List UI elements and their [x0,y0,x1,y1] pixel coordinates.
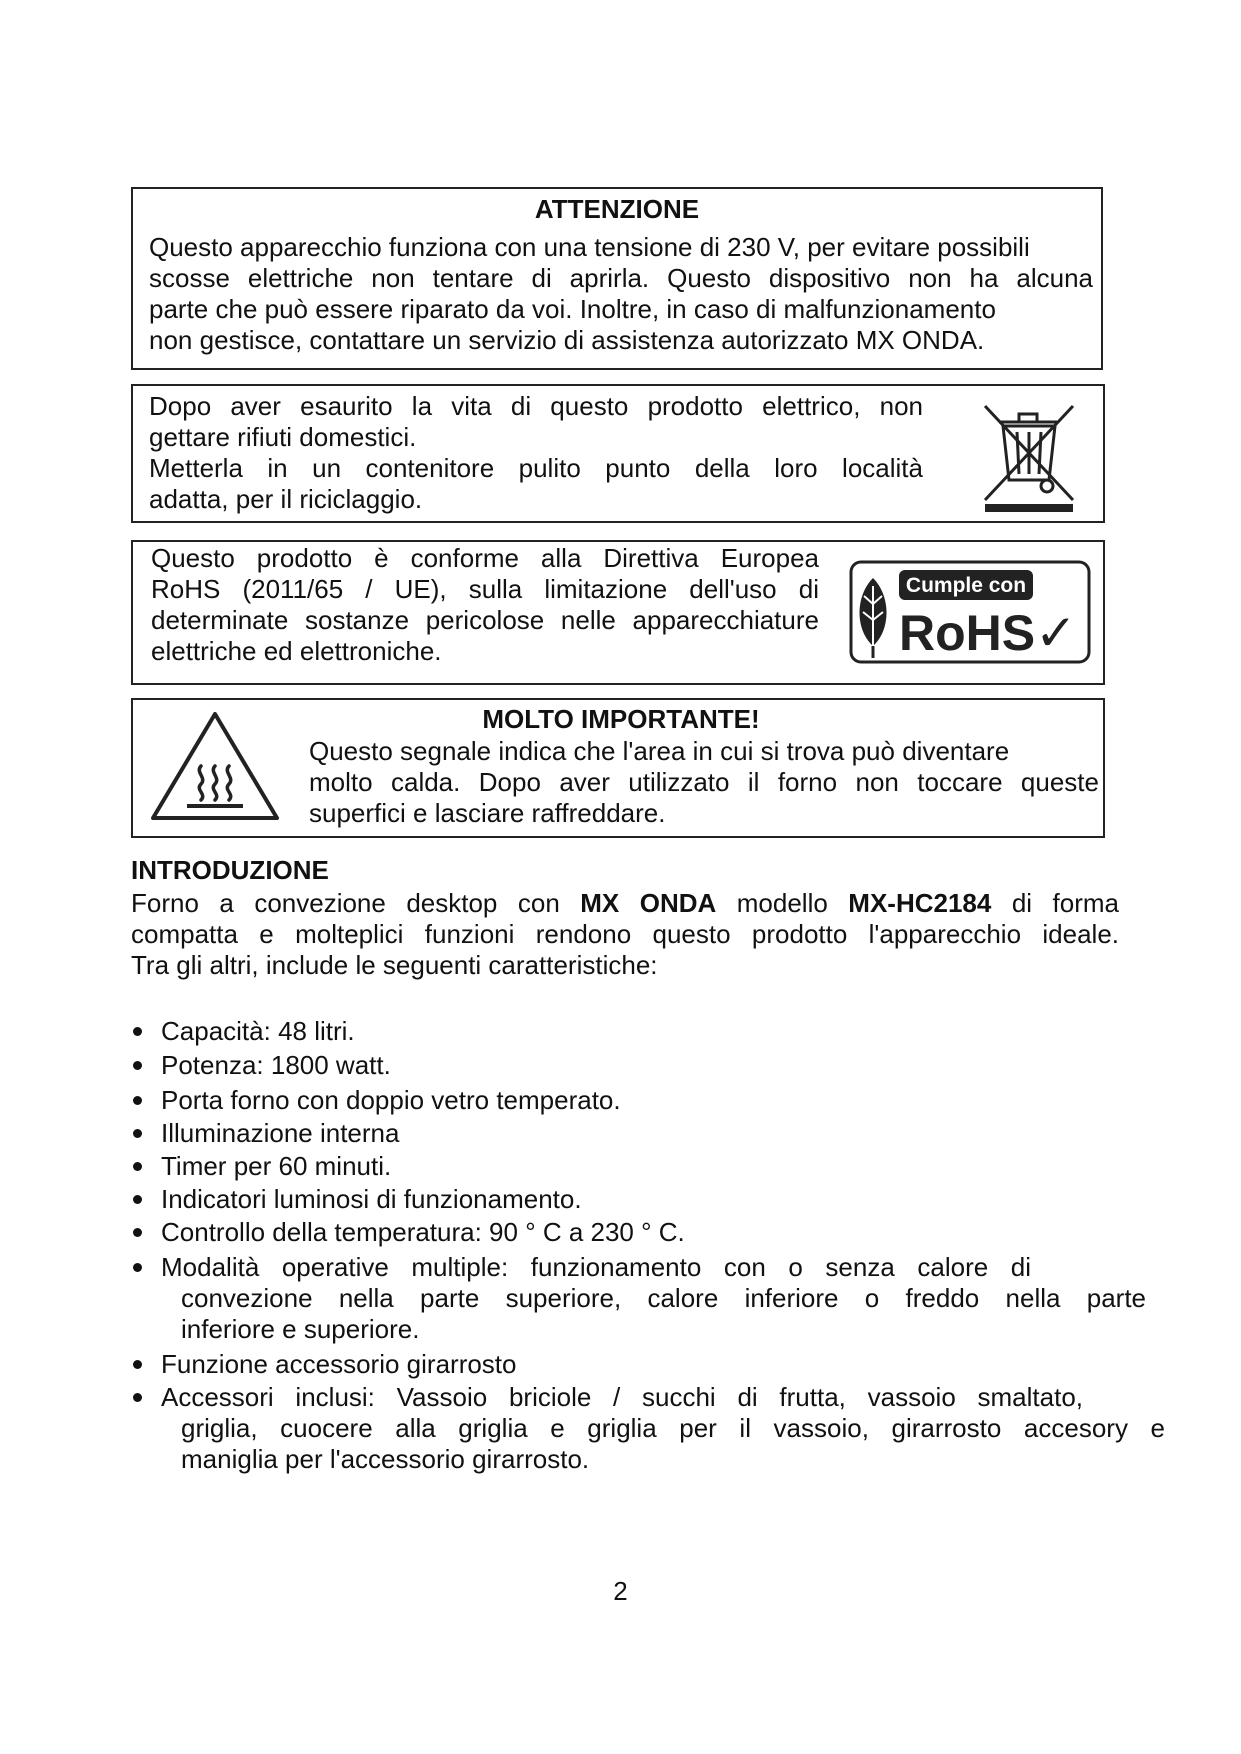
intro-text-c: di forma [991,888,1119,918]
warning-box [131,187,1103,370]
rohs-logo-top-text: Cumple con [905,574,1027,597]
rohs-line: Questo prodotto è conforme alla Direttiva Europea [151,543,819,573]
rohs-line: determinate sostanze pericolose nelle apparecchiature [151,605,819,635]
bullet-icon [133,1129,142,1138]
warning-line: parte che può essere riparato da voi. Inoltre, in caso di malfunzionamento [149,294,996,324]
bullet-icon [133,1162,142,1171]
list-item: Timer per 60 minuti. [131,1151,1131,1182]
intro-line: Tra gli altri, include le seguenti caratteristiche: [131,950,658,980]
disposal-text [149,391,923,515]
disposal-line: gettare rifiuti domestici. [149,422,417,452]
model-name: MX-HC2184 [848,888,992,918]
list-item: Illuminazione interna [131,1118,1131,1149]
intro-text [131,888,1119,981]
check-icon: ✓ [1035,604,1077,662]
list-item: Indicatori luminosi di funzionamento. [131,1184,1131,1215]
bullet-icon [133,1228,142,1237]
rohs-logo [849,560,1091,664]
bullet-icon [133,1027,142,1036]
list-item: Modalità operative multiple: funzionamento con o senza calore di convezione nella parte superiore, calore inferiore o freddo nella parte inferiore e superiore. [131,1252,1146,1345]
important-text [309,736,1099,829]
list-item: Funzione accessorio girarrosto [131,1349,1131,1380]
rohs-box [131,540,1105,685]
important-line: superfici e lasciare raffreddare. [309,798,666,828]
features-list [131,1016,1165,1475]
rohs-line: RoHS (2011/65 / UE), sulla limitazione dell'uso di [151,574,819,604]
rohs-text [151,543,819,667]
warning-line: scosse elettriche non tentare di aprirla. Questo dispositivo non ha alcuna [149,263,1093,293]
disposal-line: Metterla in un contenitore pulito punto della loro località [149,453,923,483]
list-item: Capacità: 48 litri. [131,1016,1131,1047]
intro-text-a: Forno a convezione desktop con [131,888,581,918]
warning-text [149,232,1093,356]
important-line: Questo segnale indica che l'area in cui si trova può diventare [309,736,1010,766]
bullet-icon [133,1360,142,1369]
important-line: molto calda. Dopo aver utilizzato il forno non toccare queste [309,767,1099,797]
list-item: Accessori inclusi: Vassoio briciole / succhi di frutta, vassoio smaltato, griglia, cuocere alla griglia e griglia per il vassoio, girarrosto accesory e maniglia per l'accessorio girarrosto. [131,1382,1165,1475]
important-title: MOLTO IMPORTANTE! [482,704,760,734]
warning-line: Questo apparecchio funziona con una tensione di 230 V, per evitare possibili [149,232,1030,262]
list-item: Controllo della temperatura: 90 ° C a 230 ° C. [131,1217,1131,1248]
intro-line [131,888,1119,919]
page-number: 2 [613,1576,628,1606]
hot-surface-warning-icon [147,706,283,828]
rohs-line: elettriche ed elettroniche. [151,636,442,666]
weee-crossed-bin-icon [971,400,1087,512]
list-item: Porta forno con doppio vetro temperato. [131,1085,1131,1116]
bullet-icon [133,1393,142,1402]
disposal-box [131,384,1105,523]
bullet-icon [133,1195,142,1204]
bullet-icon [133,1061,142,1070]
rohs-logo-main-text: RoHS [899,605,1036,661]
disposal-line: Dopo aver esaurito la vita di questo prodotto elettrico, non [149,391,923,421]
intro-text-b: modello [716,888,849,918]
brand-name: MX ONDA [580,888,717,918]
warning-title: ATTENZIONE [534,194,700,224]
important-box [131,698,1105,838]
bullet-icon [133,1263,142,1272]
warning-line: non gestisce, contattare un servizio di assistenza autorizzato MX ONDA. [149,325,985,355]
disposal-line: adatta, per il riciclaggio. [149,484,423,514]
bullet-icon [133,1096,142,1105]
intro-title: INTRODUZIONE [131,855,329,885]
list-item: Potenza: 1800 watt. [131,1050,1131,1081]
intro-line: compatta e molteplici funzioni rendono questo prodotto l'apparecchio ideale. [131,919,1119,949]
